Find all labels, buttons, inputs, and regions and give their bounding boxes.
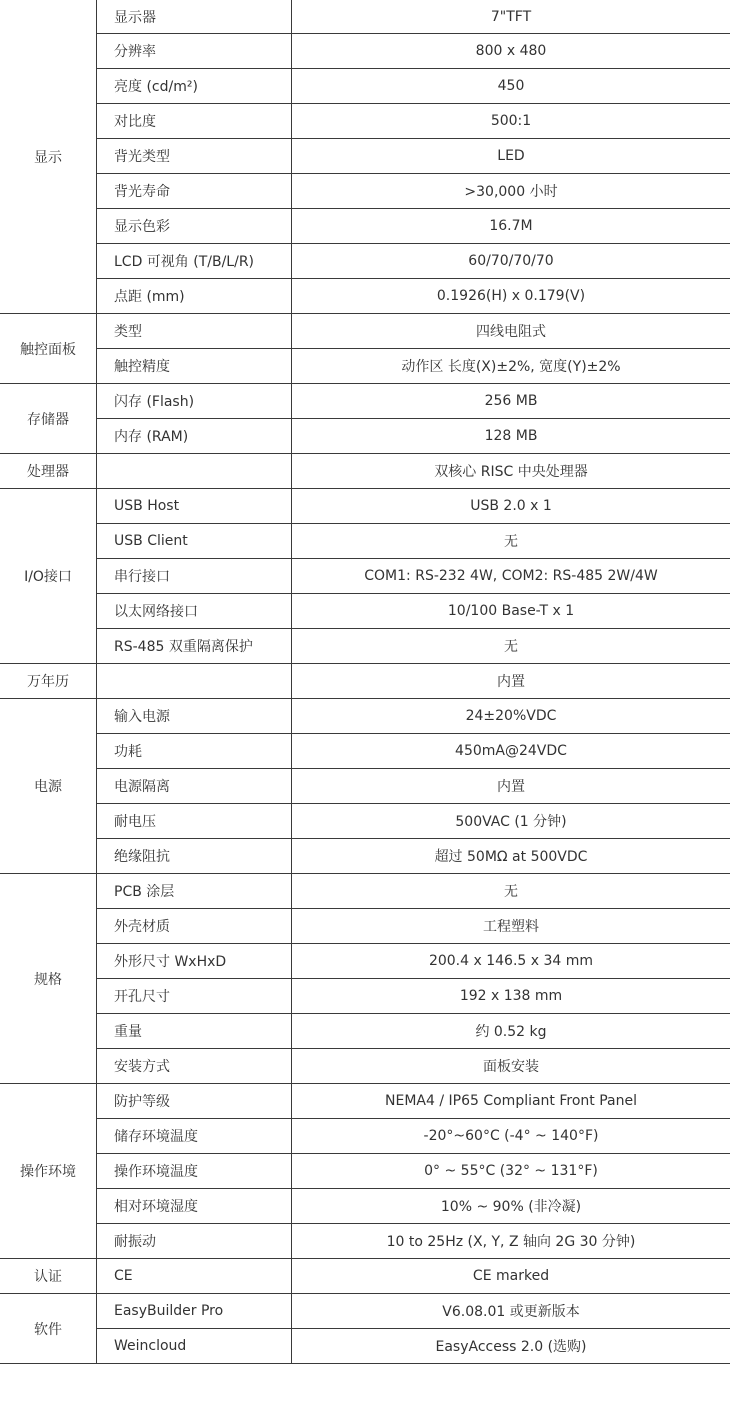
table-row — [0, 909, 730, 944]
table-row — [0, 944, 730, 979]
value-cell: USB 2.0 x 1 — [292, 489, 730, 524]
value-cell: 16.7M — [292, 209, 730, 244]
value-cell: 24±20%VDC — [292, 699, 730, 734]
item-cell: Weincloud — [97, 1329, 292, 1364]
item-cell: 背光寿命 — [97, 174, 292, 209]
item-cell: 闪存 (Flash) — [97, 384, 292, 419]
table-row — [0, 1294, 730, 1329]
value-cell: 内置 — [292, 664, 730, 699]
item-cell: 类型 — [97, 314, 292, 349]
item-cell: 开孔尺寸 — [97, 979, 292, 1014]
category-cell: 万年历 — [0, 664, 97, 699]
table-row — [0, 1014, 730, 1049]
item-cell: USB Client — [97, 524, 292, 559]
table-row — [0, 279, 730, 314]
category-cell: 认证 — [0, 1259, 97, 1294]
category-cell: 处理器 — [0, 454, 97, 489]
value-cell: 无 — [292, 524, 730, 559]
table-row — [0, 664, 730, 699]
value-cell: 192 x 138 mm — [292, 979, 730, 1014]
table-row — [0, 524, 730, 559]
category-cell: 存储器 — [0, 384, 97, 454]
value-cell: 500:1 — [292, 104, 730, 139]
value-cell: 无 — [292, 874, 730, 909]
item-cell: 亮度 (cd/m²) — [97, 69, 292, 104]
table-row — [0, 454, 730, 489]
item-cell: 防护等级 — [97, 1084, 292, 1119]
category-cell: I/O接口 — [0, 489, 97, 664]
value-cell: 450mA@24VDC — [292, 734, 730, 769]
item-cell: 外形尺寸 WxHxD — [97, 944, 292, 979]
table-row — [0, 629, 730, 664]
table-row — [0, 0, 730, 34]
table-row — [0, 839, 730, 874]
value-cell: 内置 — [292, 769, 730, 804]
value-cell: 0.1926(H) x 0.179(V) — [292, 279, 730, 314]
table-row — [0, 244, 730, 279]
table-row — [0, 1119, 730, 1154]
table-row — [0, 314, 730, 349]
item-cell: 相对环境湿度 — [97, 1189, 292, 1224]
category-cell: 电源 — [0, 699, 97, 874]
value-cell: 无 — [292, 629, 730, 664]
category-cell: 显示 — [0, 0, 97, 314]
table-row — [0, 489, 730, 524]
item-cell: LCD 可视角 (T/B/L/R) — [97, 244, 292, 279]
table-row — [0, 1154, 730, 1189]
item-cell: 以太网络接口 — [97, 594, 292, 629]
value-cell: 面板安装 — [292, 1049, 730, 1084]
item-cell: RS-485 双重隔离保护 — [97, 629, 292, 664]
table-row — [0, 559, 730, 594]
table-row — [0, 874, 730, 909]
table-row — [0, 139, 730, 174]
item-cell: 耐电压 — [97, 804, 292, 839]
table-row — [0, 699, 730, 734]
table-row — [0, 594, 730, 629]
table-row — [0, 419, 730, 454]
value-cell: EasyAccess 2.0 (选购) — [292, 1329, 730, 1364]
value-cell: 工程塑料 — [292, 909, 730, 944]
item-cell: 对比度 — [97, 104, 292, 139]
category-cell: 规格 — [0, 874, 97, 1084]
value-cell: 四线电阻式 — [292, 314, 730, 349]
table-row — [0, 174, 730, 209]
item-cell: 耐振动 — [97, 1224, 292, 1259]
item-cell — [97, 664, 292, 699]
table-row — [0, 209, 730, 244]
item-cell: 内存 (RAM) — [97, 419, 292, 454]
item-cell: 储存环境温度 — [97, 1119, 292, 1154]
table-row — [0, 769, 730, 804]
table-row — [0, 349, 730, 384]
value-cell: 7"TFT — [292, 0, 730, 34]
value-cell: 800 x 480 — [292, 34, 730, 69]
table-row — [0, 104, 730, 139]
item-cell: 点距 (mm) — [97, 279, 292, 314]
table-row — [0, 1224, 730, 1259]
item-cell: PCB 涂层 — [97, 874, 292, 909]
table-row — [0, 34, 730, 69]
value-cell: 200.4 x 146.5 x 34 mm — [292, 944, 730, 979]
value-cell: 10 to 25Hz (X, Y, Z 轴向 2G 30 分钟) — [292, 1224, 730, 1259]
category-cell: 操作环境 — [0, 1084, 97, 1259]
value-cell: 0° ~ 55°C (32° ~ 131°F) — [292, 1154, 730, 1189]
item-cell — [97, 454, 292, 489]
value-cell: 10% ~ 90% (非冷凝) — [292, 1189, 730, 1224]
value-cell: 双核心 RISC 中央处理器 — [292, 454, 730, 489]
value-cell: 500VAC (1 分钟) — [292, 804, 730, 839]
item-cell: 串行接口 — [97, 559, 292, 594]
category-cell: 软件 — [0, 1294, 97, 1364]
table-row — [0, 69, 730, 104]
item-cell: 外壳材质 — [97, 909, 292, 944]
value-cell: NEMA4 / IP65 Compliant Front Panel — [292, 1084, 730, 1119]
item-cell: 分辨率 — [97, 34, 292, 69]
item-cell: EasyBuilder Pro — [97, 1294, 292, 1329]
value-cell: 450 — [292, 69, 730, 104]
item-cell: 功耗 — [97, 734, 292, 769]
value-cell: LED — [292, 139, 730, 174]
table-row — [0, 1049, 730, 1084]
table-row — [0, 1084, 730, 1119]
value-cell: 动作区 长度(X)±2%, 宽度(Y)±2% — [292, 349, 730, 384]
item-cell: 绝缘阻抗 — [97, 839, 292, 874]
category-cell: 触控面板 — [0, 314, 97, 384]
value-cell: COM1: RS-232 4W, COM2: RS-485 2W/4W — [292, 559, 730, 594]
value-cell: CE marked — [292, 1259, 730, 1294]
value-cell: 256 MB — [292, 384, 730, 419]
value-cell: 128 MB — [292, 419, 730, 454]
table-row — [0, 734, 730, 769]
item-cell: 操作环境温度 — [97, 1154, 292, 1189]
item-cell: 显示器 — [97, 0, 292, 34]
value-cell: 约 0.52 kg — [292, 1014, 730, 1049]
table-row — [0, 1259, 730, 1294]
value-cell: 超过 50MΩ at 500VDC — [292, 839, 730, 874]
item-cell: 重量 — [97, 1014, 292, 1049]
value-cell: V6.08.01 或更新版本 — [292, 1294, 730, 1329]
value-cell: >30,000 小时 — [292, 174, 730, 209]
table-row — [0, 1189, 730, 1224]
item-cell: 安装方式 — [97, 1049, 292, 1084]
table-row — [0, 1329, 730, 1364]
item-cell: 输入电源 — [97, 699, 292, 734]
item-cell: CE — [97, 1259, 292, 1294]
item-cell: 显示色彩 — [97, 209, 292, 244]
item-cell: 背光类型 — [97, 139, 292, 174]
table-row — [0, 979, 730, 1014]
value-cell: 60/70/70/70 — [292, 244, 730, 279]
table-row — [0, 384, 730, 419]
value-cell: 10/100 Base-T x 1 — [292, 594, 730, 629]
item-cell: 触控精度 — [97, 349, 292, 384]
item-cell: 电源隔离 — [97, 769, 292, 804]
table-row — [0, 804, 730, 839]
item-cell: USB Host — [97, 489, 292, 524]
value-cell: -20°~60°C (-4° ~ 140°F) — [292, 1119, 730, 1154]
